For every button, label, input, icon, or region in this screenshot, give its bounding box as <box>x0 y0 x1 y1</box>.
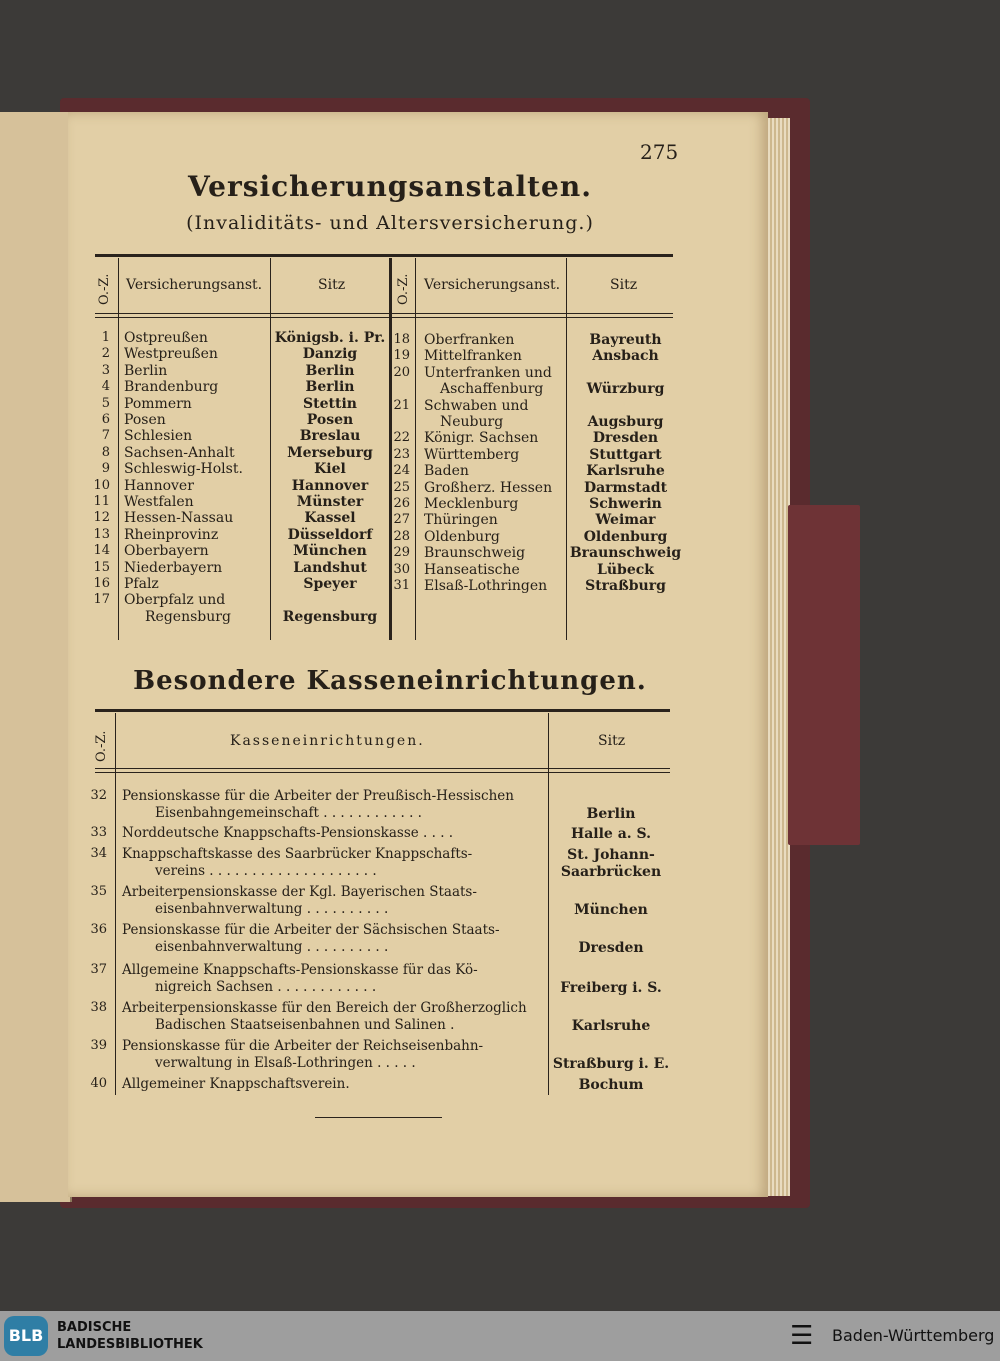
kasse-line-2: verwaltung in Elsaß-Lothringen . . . . . <box>155 1055 416 1071</box>
row-number: 3 <box>101 362 110 378</box>
anstalt-name: Posen <box>124 412 166 428</box>
kasse-sitz: Berlin <box>586 806 636 822</box>
row-number: 8 <box>101 444 110 460</box>
anstalt-name: Mecklenburg <box>424 496 519 512</box>
row-number: 24 <box>393 463 410 479</box>
blb-logo[interactable]: BLB <box>4 1316 48 1356</box>
anstalt-name: Baden <box>424 463 469 480</box>
table1-col-line <box>415 258 416 640</box>
anstalt-name: Unterfranken und <box>424 364 552 381</box>
kasse-line-2: vereins . . . . . . . . . . . . . . . . . . . . <box>155 863 377 879</box>
anstalt-name: Pommern <box>124 395 192 412</box>
anstalt-sitz: Ansbach <box>592 348 659 365</box>
table1-col-line <box>270 258 271 640</box>
anstalt-sitz: Lübeck <box>597 561 654 578</box>
kasse-line-1: Pensionskasse für die Arbeiter der Sächsischen Staats- <box>122 922 500 938</box>
row-number: 37 <box>90 962 107 977</box>
anstalt-sitz: Augsburg <box>587 414 664 430</box>
coat-of-arms-icon: ☰ <box>790 1321 814 1351</box>
page-edges <box>768 118 790 1196</box>
anstalt-name: Elsaß-Lothringen <box>424 578 548 594</box>
kasse-sitz: Saarbrücken <box>560 864 662 880</box>
table2-col-line <box>115 713 116 1095</box>
table2-header-rule2 <box>95 772 670 773</box>
kasse-sitz: St. Johann- <box>567 847 655 863</box>
anstalt-name: Aschaffenburg <box>440 381 544 398</box>
row-number: 34 <box>90 846 107 861</box>
kasse-line-1: Allgemeiner Knappschaftsverein. <box>122 1076 350 1092</box>
anstalt-sitz: Dresden <box>592 430 659 447</box>
row-number: 32 <box>90 788 107 803</box>
row-number: 23 <box>393 446 410 462</box>
kasse-line-1: Arbeiterpensionskasse der Kgl. Bayerischen Staats- <box>122 884 477 900</box>
kasse-sitz: Karlsruhe <box>571 1018 651 1034</box>
row-number: 25 <box>393 479 410 495</box>
anstalt-name: Sachsen-Anhalt <box>124 444 235 461</box>
row-number: 31 <box>393 578 410 593</box>
anstalt-name: Brandenburg <box>124 379 219 396</box>
anstalt-sitz: Düsseldorf <box>287 526 373 543</box>
anstalt-sitz: Oldenburg <box>583 528 668 545</box>
kasse-line-1: Norddeutsche Knappschafts-Pensionskasse . . . . <box>122 825 454 841</box>
anstalt-name: Ostpreußen <box>124 330 208 346</box>
anstalt-sitz: Danzig <box>302 346 358 363</box>
end-rule <box>315 1117 442 1118</box>
table2-header-rule <box>95 768 670 769</box>
row-number: 10 <box>93 477 110 493</box>
anstalt-name: Hanseatische <box>424 561 520 578</box>
section1-title: Versicherungsanstalten. <box>188 170 592 203</box>
anstalt-name: Pfalz <box>124 576 159 592</box>
table1-col-line <box>566 258 567 640</box>
table1-header-rule <box>95 313 673 314</box>
row-number: 35 <box>90 884 107 899</box>
kasse-line-1: Arbeiterpensionskasse für den Bereich der Großherzoglich <box>122 1000 527 1016</box>
anstalt-sitz: Würzburg <box>586 381 665 398</box>
table1-oz-header: O.-Z. <box>97 273 112 305</box>
kasse-sitz: Bochum <box>578 1077 644 1093</box>
row-number: 30 <box>393 561 410 577</box>
row-number: 26 <box>393 496 410 511</box>
anstalt-name: Berlin <box>124 362 168 379</box>
kasse-line-2: eisenbahnverwaltung . . . . . . . . . . <box>155 901 389 917</box>
row-number: 17 <box>93 592 110 608</box>
row-number: 11 <box>93 494 110 509</box>
row-number: 36 <box>90 922 107 937</box>
row-number: 20 <box>393 364 410 380</box>
row-number: 14 <box>93 543 110 559</box>
anstalt-sitz: Schwerin <box>589 496 662 512</box>
table1-sitz-header-right: Sitz <box>610 277 638 293</box>
anstalt-name: Württemberg <box>424 446 520 463</box>
anstalt-name: Thüringen <box>424 512 498 529</box>
anstalt-sitz: München <box>293 543 367 560</box>
kasse-line-2: eisenbahnverwaltung . . . . . . . . . . <box>155 939 389 955</box>
anstalt-sitz: Braunschweig <box>569 545 682 562</box>
row-number: 40 <box>90 1076 107 1091</box>
library-name-line2: LANDESBIBLIOTHEK <box>57 1337 203 1352</box>
anstalt-name: Königr. Sachsen <box>424 430 539 447</box>
anstalt-sitz: Karlsruhe <box>586 463 665 480</box>
anstalt-sitz: Kassel <box>304 510 356 527</box>
row-number: 4 <box>101 379 110 395</box>
row-number: 6 <box>101 412 110 427</box>
kasse-line-1: Pensionskasse für die Arbeiter der Preußisch-Hessischen <box>122 788 514 804</box>
anstalt-sitz: Berlin <box>305 362 355 379</box>
row-number: 38 <box>90 1000 107 1015</box>
row-number: 29 <box>393 545 410 561</box>
kasse-line-2: Eisenbahngemeinschaft . . . . . . . . . . . . <box>155 805 422 821</box>
row-number: 1 <box>101 330 110 345</box>
row-number: 33 <box>90 825 107 840</box>
library-name-line1: BADISCHE <box>57 1320 132 1335</box>
anstalt-name: Hessen-Nassau <box>124 510 234 527</box>
anstalt-sitz: Weimar <box>595 512 656 529</box>
table2-sitz-header: Sitz <box>598 733 626 749</box>
anstalt-sitz: Speyer <box>303 576 357 592</box>
table2-oz-header: O.-Z. <box>94 730 109 762</box>
kasse-sitz: Straßburg i. E. <box>552 1056 670 1072</box>
anstalt-sitz: Merseburg <box>287 444 373 461</box>
anstalt-name: Neuburg <box>440 414 504 430</box>
table1-col-line <box>118 258 119 640</box>
kasse-line-1: Knappschaftskasse des Saarbrücker Knappschafts- <box>122 846 473 862</box>
row-number: 27 <box>393 512 410 528</box>
table1-sitz-header: Sitz <box>318 277 346 293</box>
bookmark-ribbon <box>788 505 860 845</box>
table1-anstalt-header: Versicherungsanst. <box>126 277 263 293</box>
row-number: 22 <box>393 430 410 446</box>
state-name[interactable]: Baden-Württemberg <box>832 1326 995 1345</box>
kasse-sitz: Freiberg i. S. <box>560 980 662 996</box>
row-number: 5 <box>101 395 110 411</box>
anstalt-name: Oberbayern <box>124 543 209 560</box>
anstalt-sitz: Hannover <box>291 477 369 494</box>
anstalt-name: Regensburg <box>145 608 231 625</box>
section1-subtitle: (Invaliditäts- und Altersversicherung.) <box>186 212 594 234</box>
table2-top-rule <box>95 709 670 712</box>
row-number: 2 <box>101 346 110 362</box>
anstalt-name: Westfalen <box>124 494 194 510</box>
book-page <box>68 112 768 1197</box>
row-number: 7 <box>101 428 110 444</box>
anstalt-sitz: Königsb. i. Pr. <box>274 330 386 346</box>
anstalt-sitz: Darmstadt <box>583 479 668 496</box>
anstalt-sitz: Berlin <box>305 379 355 396</box>
anstalt-sitz: Regensburg <box>282 608 378 625</box>
anstalt-name: Oberpfalz und <box>124 592 226 609</box>
kasse-sitz: München <box>574 902 648 918</box>
anstalt-name: Westpreußen <box>124 346 218 363</box>
row-number: 16 <box>93 576 110 591</box>
section2-title: Besondere Kasseneinrichtungen. <box>133 666 647 696</box>
anstalt-sitz: Stettin <box>303 395 357 412</box>
kasse-sitz: Dresden <box>578 940 644 956</box>
anstalt-name: Hannover <box>124 477 194 494</box>
anstalt-sitz: Posen <box>306 412 354 428</box>
library-name[interactable] <box>57 1319 203 1353</box>
table2-col-line <box>548 713 549 1095</box>
kasse-line-2: Badischen Staatseisenbahnen und Salinen . <box>155 1017 455 1033</box>
row-number: 39 <box>90 1038 107 1053</box>
table1-oz-header-right: O.-Z. <box>396 273 411 305</box>
anstalt-name: Niederbayern <box>124 559 223 576</box>
row-number: 13 <box>93 526 110 542</box>
row-number: 19 <box>393 348 410 364</box>
row-number: 18 <box>393 332 410 347</box>
anstalt-sitz: Bayreuth <box>589 332 662 348</box>
anstalt-name: Großherz. Hessen <box>424 479 553 496</box>
row-number: 21 <box>393 397 410 413</box>
anstalt-sitz: Landshut <box>293 559 367 576</box>
row-number: 28 <box>393 528 410 544</box>
anstalt-sitz: Straßburg <box>585 578 666 594</box>
anstalt-name: Schwaben und <box>424 397 529 414</box>
anstalt-sitz: Breslau <box>299 428 361 445</box>
table1-anstalt-header-right: Versicherungsanst. <box>424 277 561 293</box>
left-page-edge <box>0 112 72 1202</box>
page-number: 275 <box>640 140 679 164</box>
anstalt-name: Rheinprovinz <box>124 526 219 543</box>
kasse-line-1: Pensionskasse für die Arbeiter der Reichseisenbahn- <box>122 1038 484 1054</box>
anstalt-name: Braunschweig <box>424 545 526 562</box>
anstalt-sitz: Stuttgart <box>589 446 662 463</box>
kasse-line-2: nigreich Sachsen . . . . . . . . . . . . <box>155 979 377 995</box>
anstalt-sitz: Münster <box>296 494 364 510</box>
kasse-sitz: Halle a. S. <box>570 826 652 842</box>
anstalt-name: Schleswig-Holst. <box>124 461 243 478</box>
kasse-line-1: Allgemeine Knappschafts-Pensionskasse für das Kö- <box>122 962 478 978</box>
table2-kasse-header: Kasseneinrichtungen. <box>230 733 425 749</box>
anstalt-name: Oldenburg <box>424 528 500 545</box>
row-number: 9 <box>101 461 110 477</box>
anstalt-name: Mittelfranken <box>424 348 522 365</box>
table1-top-rule <box>95 254 673 257</box>
table1-header-rule2 <box>95 317 673 318</box>
anstalt-name: Oberfranken <box>424 332 515 348</box>
anstalt-sitz: Kiel <box>314 461 346 478</box>
row-number: 12 <box>93 510 110 526</box>
row-number: 15 <box>93 559 110 575</box>
anstalt-name: Schlesien <box>124 428 193 445</box>
